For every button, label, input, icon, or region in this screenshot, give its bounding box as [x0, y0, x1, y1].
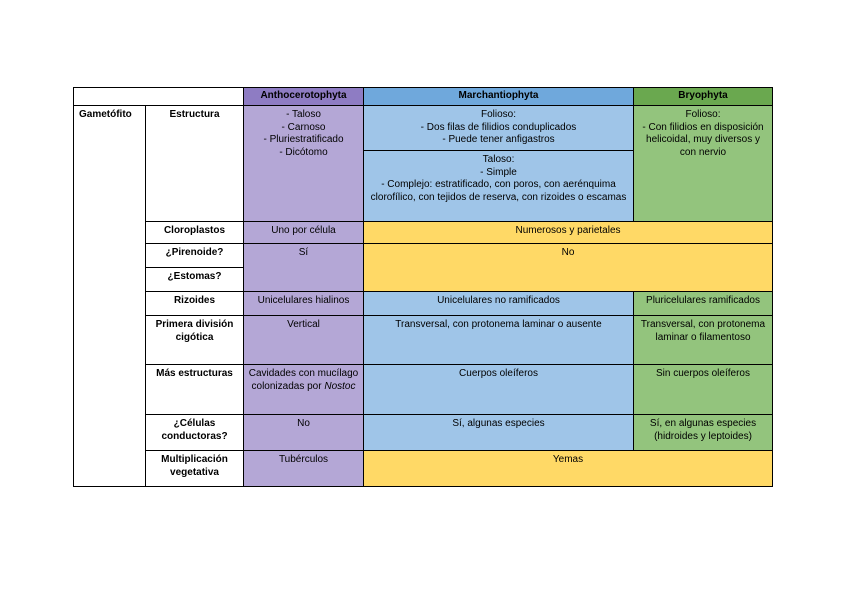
march-division: Transversal, con protonema laminar o ausente [364, 316, 634, 365]
header-bryophyta: Bryophyta [634, 88, 773, 106]
antho-estructura-line: - Dicótomo [279, 146, 328, 158]
row-conductoras [74, 415, 773, 451]
antho-rizoides: Unicelulares hialinos [244, 292, 364, 316]
march-folioso [364, 106, 634, 151]
row-multiplicacion [74, 451, 773, 487]
label-pirenoide: ¿Pirenoide? [146, 244, 244, 268]
antho-estructura-line: - Taloso [286, 109, 321, 120]
label-multiplicacion: Multiplicación vegetativa [146, 451, 244, 487]
header-empty-cell [74, 88, 244, 106]
bryo-estructura [634, 106, 773, 222]
march-folioso-line: Folioso: [480, 109, 516, 120]
march-folioso-line: - Puede tener anfigastros [442, 134, 555, 145]
antho-estructura [244, 106, 364, 222]
rest-cloroplastos: Numerosos y parietales [364, 222, 773, 244]
antho-conductoras: No [244, 415, 364, 451]
nostoc-text: Nostoc [324, 380, 356, 392]
row-rizoides [74, 292, 773, 316]
label-cloroplastos: Cloroplastos [146, 222, 244, 244]
label-estructuras: Más estructuras [146, 365, 244, 415]
antho-cloroplastos: Uno por célula [244, 222, 364, 244]
comparison-table [73, 87, 773, 487]
row-estructuras [74, 365, 773, 415]
antho-estructura-line: - Pluriestratificado [263, 134, 344, 145]
row-pirenoide [74, 244, 773, 268]
header-row [74, 88, 773, 106]
row-cloroplastos [74, 222, 773, 244]
march-taloso-line: Taloso: [482, 154, 515, 165]
antho-estructuras [244, 365, 364, 415]
rest-pirenoide: No [364, 244, 773, 292]
antho-pirenoide: Sí [244, 244, 364, 292]
bryo-estructura-line: - Con filidios en disposición helicoidal, muy diversos y con nervio [642, 121, 764, 158]
header-anthocerotophyta: Anthocerotophyta [244, 88, 364, 106]
march-folioso-line: - Dos filas de filidios conduplicados [420, 121, 577, 133]
group-label-gametofito: Gametófito [74, 106, 146, 487]
bryo-rizoides: Pluricelulares ramificados [634, 292, 773, 316]
bryo-estructura-line: Folioso: [685, 109, 721, 120]
label-division: Primera división cigótica [146, 316, 244, 365]
header-marchantiophyta: Marchantiophyta [364, 88, 634, 106]
antho-multiplicacion: Tubérculos [244, 451, 364, 487]
bryo-estructuras: Sin cuerpos oleíferos [634, 365, 773, 415]
march-taloso-line: - Simple [480, 166, 517, 178]
row-division [74, 316, 773, 365]
row-estructura [74, 106, 773, 151]
march-taloso-line: - Complejo: estratificado, con poros, con aerénquima clorofílico, con tejidos de reserva, con rizoides o escamas [370, 179, 627, 203]
rest-multiplicacion: Yemas [364, 451, 773, 487]
label-estomas: ¿Estomas? [146, 268, 244, 292]
label-conductoras: ¿Células conductoras? [146, 415, 244, 451]
march-taloso [364, 151, 634, 222]
bryo-conductoras: Sí, en algunas especies (hidroides y leptoides) [634, 415, 773, 451]
antho-estructura-line: - Carnoso [281, 121, 326, 133]
label-estructura: Estructura [146, 106, 244, 222]
march-rizoides: Unicelulares no ramificados [364, 292, 634, 316]
bryo-division: Transversal, con protonema laminar o filamentoso [634, 316, 773, 365]
march-estructuras: Cuerpos oleíferos [364, 365, 634, 415]
label-rizoides: Rizoides [146, 292, 244, 316]
march-conductoras: Sí, algunas especies [364, 415, 634, 451]
antho-estructuras-text: Cavidades con mucílago colonizadas por [248, 368, 359, 392]
antho-division: Vertical [244, 316, 364, 365]
